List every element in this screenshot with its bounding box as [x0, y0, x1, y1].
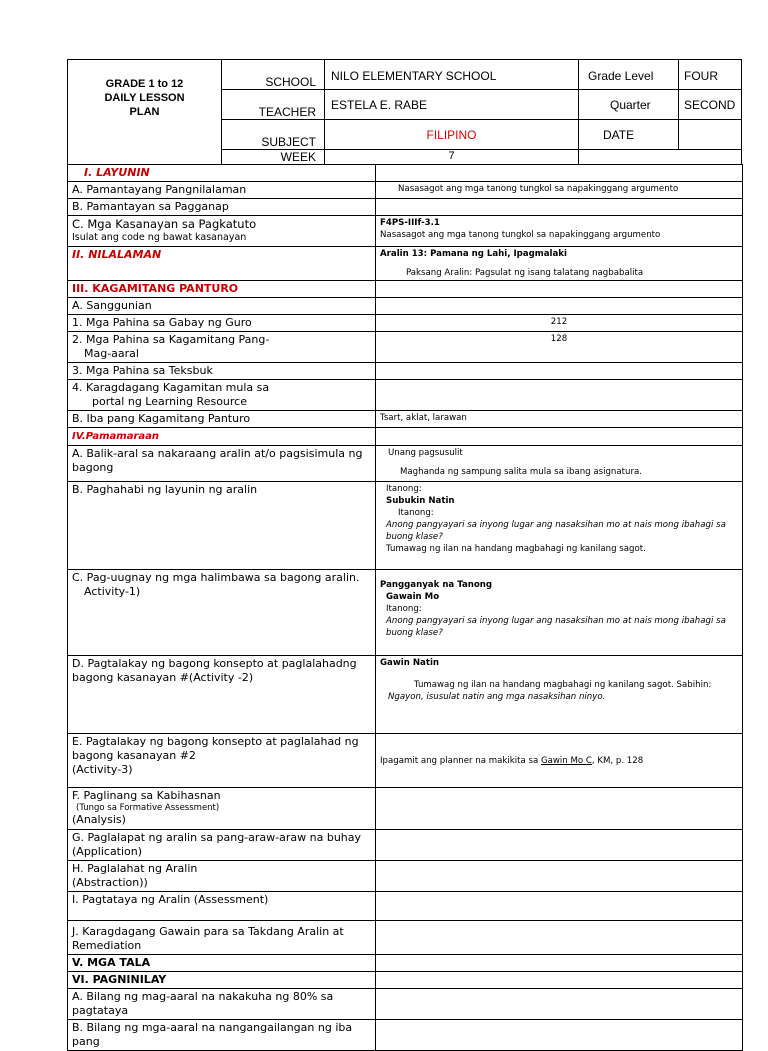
iba-pang-kagamitan-label: B. Iba pang Kagamitang Panturo	[68, 411, 376, 428]
nangangailangan-label: B. Bilang ng mga-aaral na nangangailangan ng iba pang	[68, 1020, 376, 1051]
row-sanggunian	[68, 298, 743, 315]
kasanayan-value: Nasasagot ang mga tanong tungkol sa napakinggang argumento	[380, 230, 661, 240]
paghahabi-value-5: Tumawag ng ilan na handang magbahagi ng kanilang sagot.	[386, 544, 646, 554]
grade-level-value-cell	[678, 59, 742, 90]
paghahabi-value-1: Itanong:	[386, 484, 422, 494]
kagamitang-value: 128	[376, 332, 743, 363]
pagtalakay-2-value	[376, 734, 743, 788]
row-kagamitan	[68, 281, 743, 298]
pagtalakay-1-value-1: Gawin Natin	[380, 658, 440, 668]
grade-level-value: FOUR	[684, 69, 718, 83]
week-label: WEEK	[280, 150, 316, 164]
section-pamamaraan: IV.Pamamaraan	[72, 431, 160, 442]
row-paglalahat	[68, 861, 743, 892]
plan-title-line-2: DAILY LESSON	[104, 92, 185, 104]
school-label-cell	[221, 59, 325, 90]
quarter-label-cell	[578, 89, 679, 120]
paghahabi-label: B. Paghahabi ng layunin ng aralin	[68, 482, 376, 570]
kasanayan-code: F4PS-IIIf-3.1	[380, 218, 440, 228]
week-label-cell	[221, 149, 325, 165]
pag-uugnay-value-3: Itanong:	[386, 604, 422, 614]
row-kagamitang-pang-mag-aaral	[68, 332, 743, 363]
nilalaman-paksa: Paksang Aralin: Pagsulat ng isang talatang nagbabalita	[406, 268, 644, 278]
kasanayan-label: C. Mga Kasanayan sa Pagkatuto	[72, 217, 257, 231]
karagdagang-gawain-label: J. Karagdagang Gawain para sa Takdang Aralin at Remediation	[68, 921, 376, 955]
pag-uugnay-label-1: C. Pag-uugnay ng mga halimbawa sa bagong aralin.	[72, 571, 360, 584]
quarter-label: Quarter	[610, 98, 651, 112]
nakakuha-80-label: A. Bilang ng mag-aaral na nakakuha ng 80% sa pagtataya	[68, 989, 376, 1020]
pagtataya-label: I. Pagtataya ng Aralin (Assessment)	[68, 892, 376, 921]
row-karagdagang-gawain	[68, 921, 743, 955]
row-pagtalakay-1	[68, 656, 743, 734]
karagdagang-label-line-1: 4. Karagdagang Kagamitan mula sa	[72, 381, 270, 394]
pagtalakay-2-value-pre: Ipagamit ang planner na makikita sa	[380, 755, 539, 766]
row-nilalaman	[68, 247, 743, 281]
iba-pang-kagamitan-value: Tsart, aklat, larawan	[376, 411, 743, 428]
quarter-value: SECOND	[684, 98, 736, 112]
pag-uugnay-label-2: Activity-1)	[84, 585, 141, 598]
gabay-value: 212	[376, 315, 743, 332]
plan-title-line-3: PLAN	[129, 106, 160, 118]
paglinang-label: F. Paglinang sa Kabihasnan	[72, 789, 221, 802]
gabay-label: 1. Mga Pahina sa Gabay ng Guro	[68, 315, 376, 332]
balik-aral-value-2: Maghanda ng sampung salita mula sa ibang asignatura.	[400, 467, 642, 477]
quarter-value-cell	[678, 89, 742, 120]
row-pag-uugnay	[68, 570, 743, 656]
pag-uugnay-value-1: Pangganyak na Tanong	[380, 580, 493, 590]
plan-title-cell	[67, 59, 222, 165]
subject-label-cell	[221, 119, 325, 150]
pagtalakay-1-label: D. Pagtalakay ng bagong konsepto at paglalahadng bagong kasanayan #(Activity -2)	[68, 656, 376, 734]
paglalahat-label: H. Paglalahat ng Aralin	[72, 862, 198, 875]
row-kasanayan	[68, 216, 743, 247]
pamantayan-pagganap-label: B. Pamantayan sa Pagganap	[68, 199, 376, 216]
teacher-label: TEACHER	[258, 105, 316, 119]
row-pamantayan-pagganap	[68, 199, 743, 216]
sanggunian-label: A. Sanggunian	[68, 298, 376, 315]
pagtalakay-1-value-2: Tumawag ng ilan na handang magbahagi ng kanilang sagot. Sabihin:	[414, 680, 712, 690]
pagtalakay-2-label-2: (Activity-3)	[72, 763, 133, 776]
grade-level-label: Grade Level	[588, 69, 654, 83]
row-paglalapat	[68, 830, 743, 861]
teacher-value-cell	[324, 89, 579, 120]
lesson-plan-table	[67, 164, 743, 1051]
row-balik-aral	[68, 446, 743, 482]
paglinang-label-2: (Analysis)	[72, 813, 126, 826]
kagamitang-label-line-1: 2. Mga Pahina sa Kagamitang Pang-	[72, 333, 270, 346]
balik-aral-value-1: Unang pagsusulit	[388, 448, 463, 458]
row-nangangailangan	[68, 1020, 743, 1051]
grade-level-label-cell	[578, 59, 679, 90]
pag-uugnay-value-2: Gawain Mo	[386, 592, 440, 602]
row-pagninilay	[68, 972, 743, 989]
row-pagtataya	[68, 892, 743, 921]
paghahabi-value-2: Subukin Natin	[386, 496, 455, 506]
plan-title-line-1: GRADE 1 to 12	[105, 78, 184, 90]
pagtalakay-2-value-post: , KM, p. 128	[591, 755, 644, 766]
subject-value: FILIPINO	[426, 128, 477, 142]
row-pamamaraan	[68, 428, 743, 446]
kagamitang-label-line-2: Mag-aaral	[84, 347, 139, 360]
pamantayang-pangnilalaman-value: Nasasagot ang mga tanong tungkol sa napakinggang argumento	[376, 182, 743, 199]
row-karagdagang-kagamitan	[68, 380, 743, 411]
row-teksbuk	[68, 363, 743, 380]
karagdagang-label-line-2: portal ng Learning Resource	[92, 395, 247, 408]
week-value-cell	[324, 149, 579, 165]
paglalapat-label: G. Paglalapat ng aralin sa pang-araw-araw na buhay (Application)	[68, 830, 376, 861]
row-layunin	[68, 165, 743, 182]
kasanayan-sublabel: Isulat ang code ng bawat kasanayan	[72, 232, 247, 243]
school-value: NILO ELEMENTARY SCHOOL	[331, 69, 497, 83]
pagtalakay-2-label-1: E. Pagtalakay ng bagong konsepto at paglalahad ng bagong kasanayan #2	[72, 735, 359, 762]
date-value-cell	[678, 119, 742, 150]
pamantayang-pangnilalaman-label: A. Pamantayang Pangnilalaman	[68, 182, 376, 199]
row-paglinang	[68, 788, 743, 830]
school-label: SCHOOL	[265, 75, 316, 89]
paglinang-sublabel: (Tungo sa Formative Assessment)	[76, 803, 220, 813]
row-gabay	[68, 315, 743, 332]
paghahabi-value-4: Anong pangyayari sa inyong lugar ang nasaksihan mo at nais mong ibahagi sa buong klase?	[386, 520, 726, 542]
row-iba-pang-kagamitan	[68, 411, 743, 428]
gawin-mo-link[interactable]: Gawin Mo C	[540, 755, 592, 766]
teacher-label-cell	[221, 89, 325, 120]
row-nakakuha-80	[68, 989, 743, 1020]
row-paghahabi	[68, 482, 743, 570]
subject-value-cell	[324, 119, 579, 150]
week-value: 7	[448, 150, 455, 162]
paghahabi-value-3: Itanong:	[398, 508, 434, 518]
section-layunin: I. LAYUNIN	[84, 166, 150, 179]
row-pagtalakay-2	[68, 734, 743, 788]
section-kagamitan: III. KAGAMITANG PANTURO	[72, 282, 239, 295]
date-label: DATE	[603, 128, 635, 142]
section-nilalaman: II. NILALAMAN	[72, 248, 162, 261]
pagtalakay-1-value-3: Ngayon, isusulat natin ang mga nasaksihan ninyo.	[388, 692, 606, 702]
section-mga-tala: V. MGA TALA	[68, 955, 376, 972]
row-mga-tala	[68, 955, 743, 972]
section-pagninilay: VI. PAGNINILAY	[68, 972, 376, 989]
paglalahat-label-2: (Abstraction))	[72, 876, 148, 889]
teacher-value: ESTELA E. RABE	[331, 98, 428, 112]
teksbuk-label: 3. Mga Pahina sa Teksbuk	[68, 363, 376, 380]
balik-aral-label: A. Balik-aral sa nakaraang aralin at/o pagsisimula ng bagong	[68, 446, 376, 482]
nilalaman-aralin: Aralin 13: Pamana ng Lahi, Ipagmalaki	[380, 249, 567, 259]
row-pamantayang-pangnilalaman	[68, 182, 743, 199]
week-blank-cell	[578, 149, 742, 165]
subject-label: SUBJECT	[261, 135, 316, 149]
date-label-cell	[578, 119, 679, 150]
pag-uugnay-value-4: Anong pangyayari sa inyong lugar ang nasaksihan mo at nais mong ibahagi sa buong klase?	[386, 616, 726, 638]
school-value-cell	[324, 59, 579, 90]
